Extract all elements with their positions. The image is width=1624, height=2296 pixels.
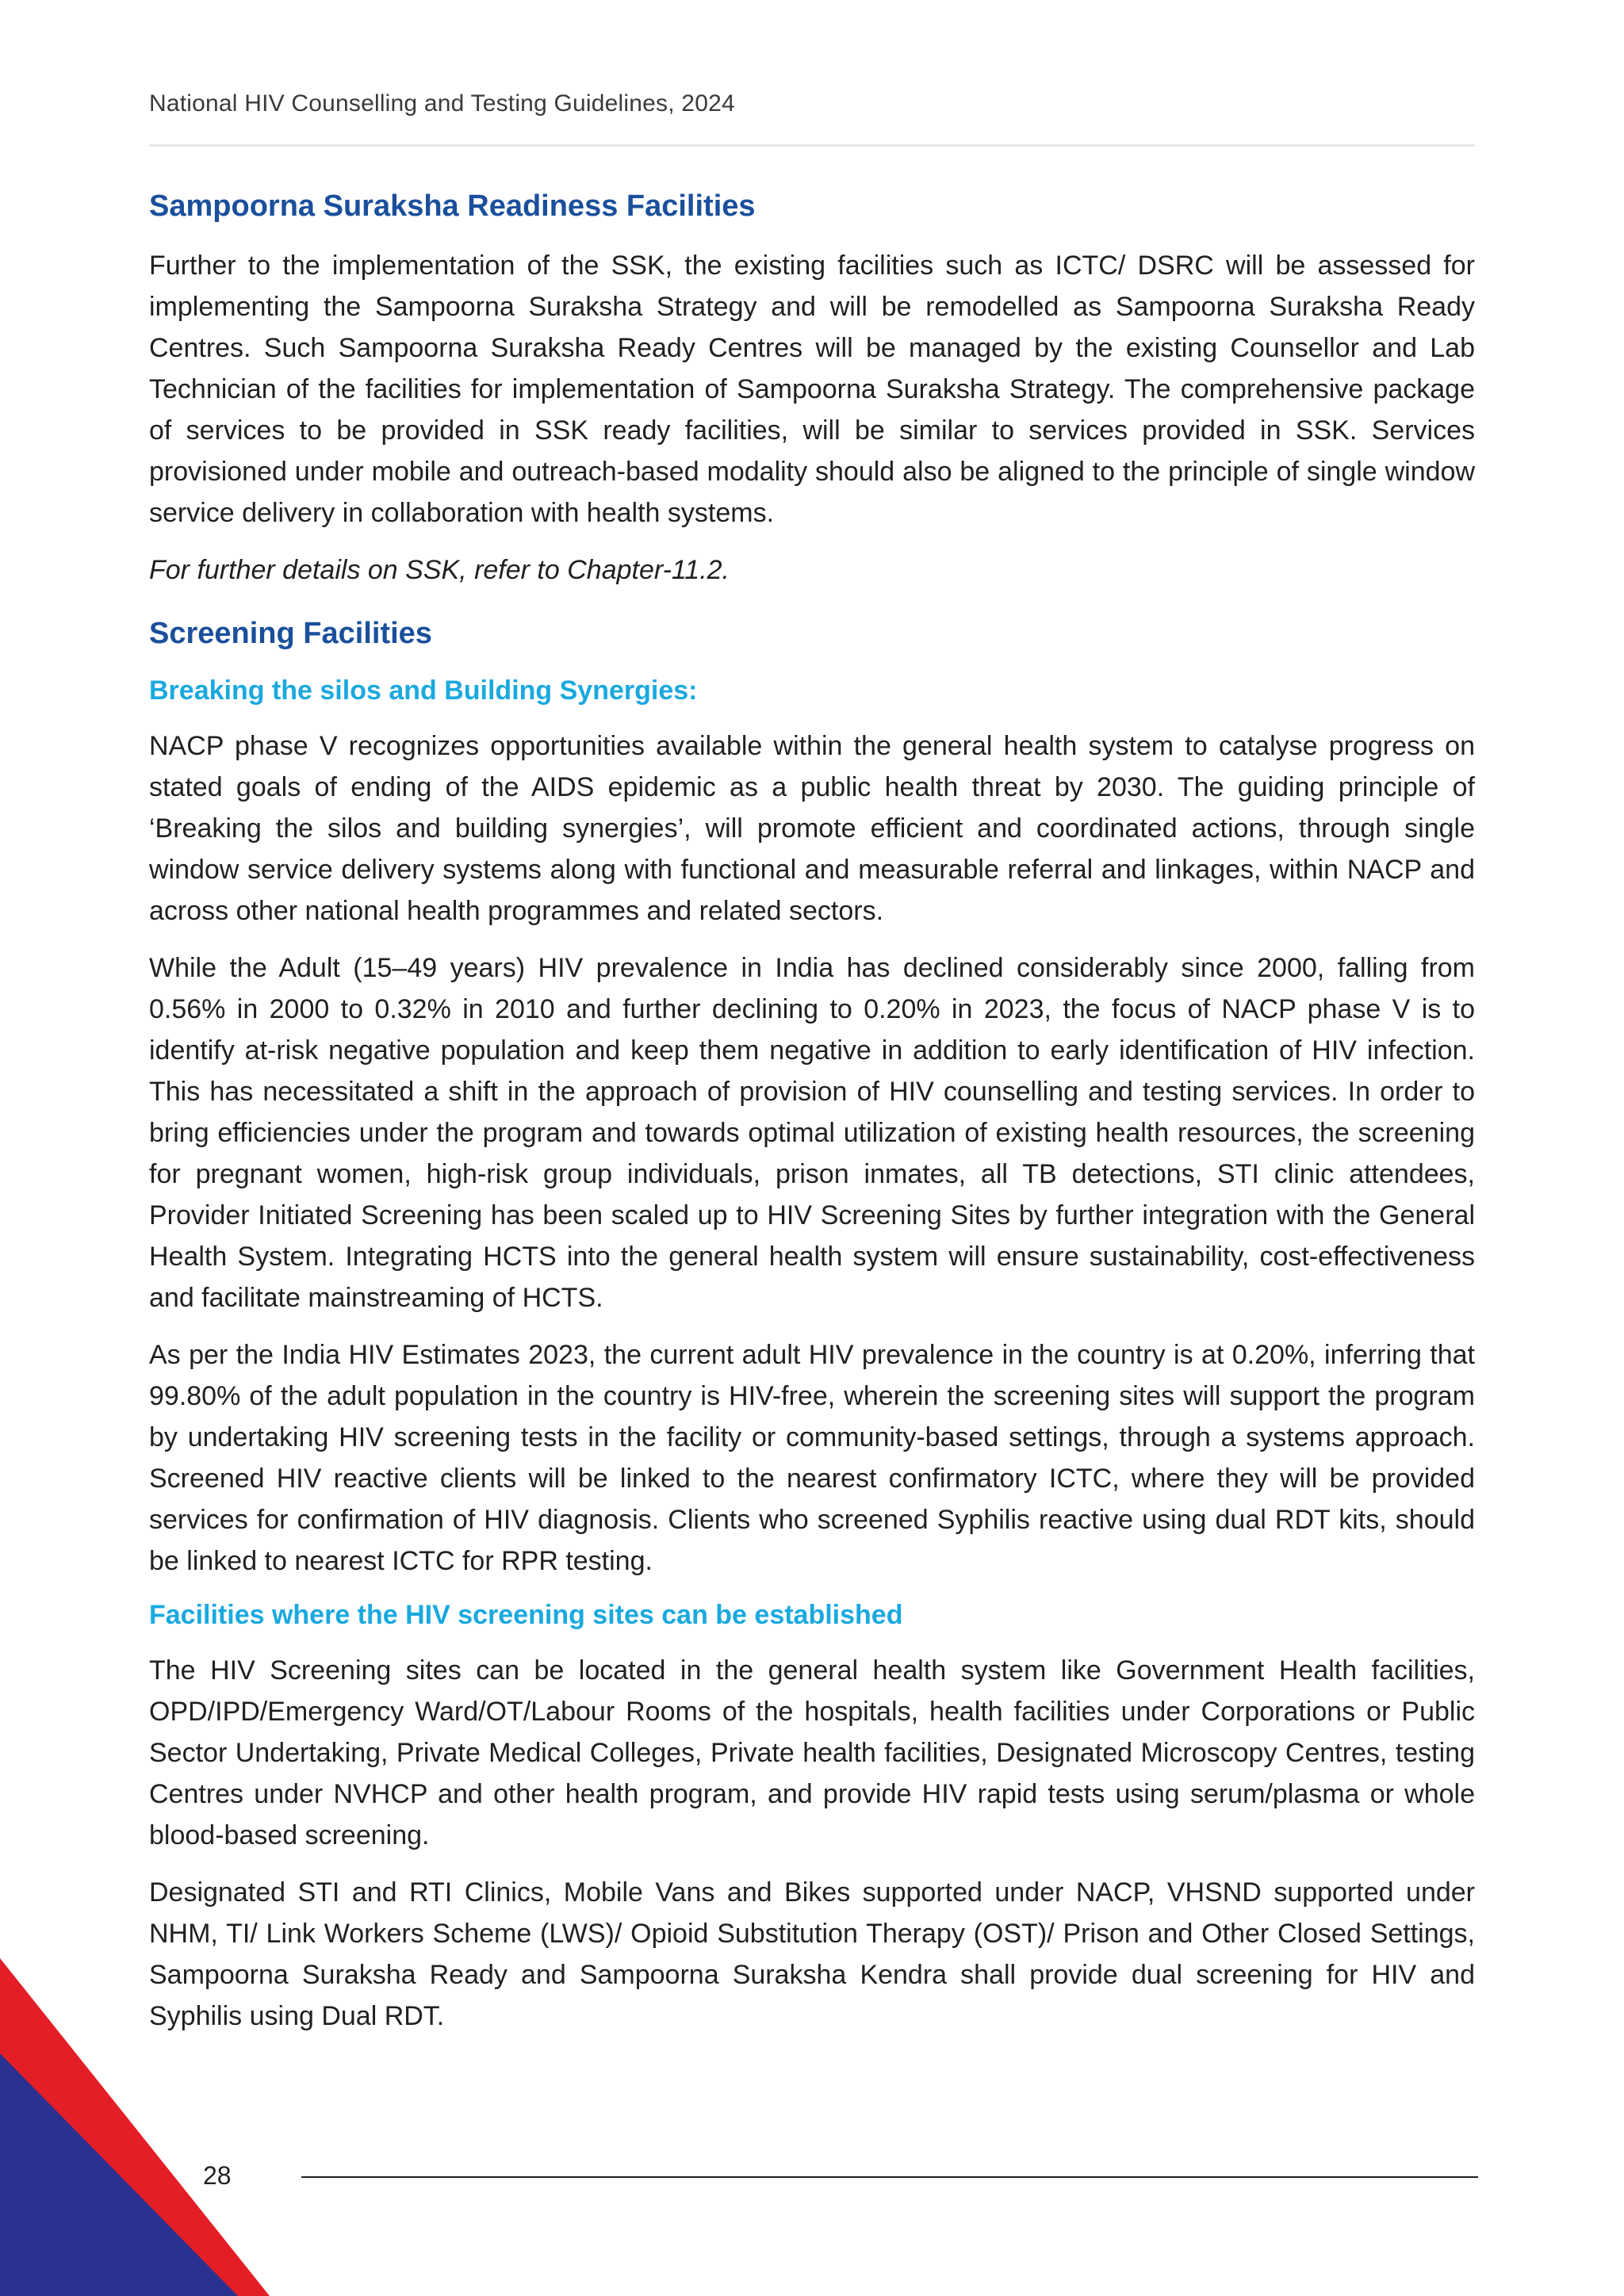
paragraph-screening-sites: The HIV Screening sites can be located in the general health system like Government Health facilities, OPD/IPD/Emergency Ward/OT/Labour Rooms of the hospitals, health facilities under Corporations or Public Sector Undertaking, Private Medical Colleges, Private health facilities, Designated Microscopy Centres, testing Centres under NVHCP and other health program, and provide HIV rapid tests using serum/plasma or whole blood-based screening. (149, 1655, 1475, 1851)
section-heading-screening: Screening Facilities (149, 617, 432, 651)
section-heading-ss-readiness: Sampoorna Suraksha Readiness Facilities (149, 189, 756, 223)
paragraph-prevalence: While the Adult (15–49 years) HIV prevalence in India has declined considerably since 2000, falling from 0.56% in 2000 to 0.32% in 2010 and further declining to 0.20% in 2023, the focus of NACP phase V is to identify at-risk negative population and keep them negative in addition to early identification of HIV infection. This has necessitated a shift in the approach of provision of HIV counselling and testing services. In order to bring efficiencies under the program and towards optimal utilization of existing health resources, the screening for pregnant women, high-risk group individuals, prison inmates, all TB detections, STI clinic attendees, Provider Initiated Screening has been scaled up to HIV Screening Sites by further integration with the General Health System. Integrating HCTS into the general health system will ensure sustainability, cost-effectiveness and facilitate mainstreaming of HCTS. (149, 952, 1475, 1313)
footer-divider (301, 2176, 1478, 2178)
corner-decoration (0, 1958, 270, 2296)
subheading-breaking-silos: Breaking the silos and Building Synergies: (149, 675, 698, 706)
header-divider (149, 144, 1475, 147)
paragraph-hiv-estimates: As per the India HIV Estimates 2023, the current adult HIV prevalence in the country is at 0.20%, inferring that 99.80% of the adult population in the country is HIV-free, wherein the screening sites will support the program by undertaking HIV screening tests in the facility or community-based settings, through a systems approach. Screened HIV reactive clients will be linked to the nearest confirmatory ICTC, where they will be provided services for confirmation of HIV diagnosis. Clients who screened Syphilis reactive using dual RDT kits, should be linked to nearest ICTC for RPR testing. (149, 1339, 1475, 1576)
reference-note: For further details on SSK, refer to Chapter-11.2. (149, 555, 730, 586)
subheading-facilities: Facilities where the HIV screening sites can be established (149, 1599, 903, 1630)
page-number: 28 (203, 2161, 232, 2190)
paragraph-ss-readiness: Further to the implementation of the SSK, the existing facilities such as ICTC/ DSRC will be assessed for implementing the Sampoorna Suraksha Strategy and will be remodelled as Sampoorna Suraksha Ready Centres. Such Sampoorna Suraksha Ready Centres will be managed by the existing Counsellor and Lab Technician of the facilities for implementation of Sampoorna Suraksha Strategy. The comprehensive package of services to be provided in SSK ready facilities, will be similar to services provided in SSK. Services provisioned under mobile and outreach-based modality should also be aligned to the principle of single window service delivery in collaboration with health systems. (149, 251, 1475, 529)
paragraph-nacp-phase-v: NACP phase V recognizes opportunities available within the general health system to catalyse progress on stated goals of ending of the AIDS epidemic as a public health threat by 2030. The guiding principle of ‘Breaking the silos and building synergies’, will promote efficient and coordinated actions, through single window service delivery systems along with functional and measurable referral and linkages, within NACP and across other national health programmes and related sectors. (149, 730, 1475, 926)
running-header: National HIV Counselling and Testing Guidelines, 2024 (149, 90, 735, 117)
paragraph-dual-screening: Designated STI and RTI Clinics, Mobile Vans and Bikes supported under NACP, VHSND supported under NHM, TI/ Link Workers Scheme (LWS)/ Opioid Substitution Therapy (OST)/ Prison and Other Closed Settings, Sampoorna Suraksha Ready and Sampoorna Suraksha Kendra shall provide dual screening for HIV and Syphilis using Dual RDT. (149, 1877, 1475, 2032)
page-body (149, 187, 1475, 2053)
